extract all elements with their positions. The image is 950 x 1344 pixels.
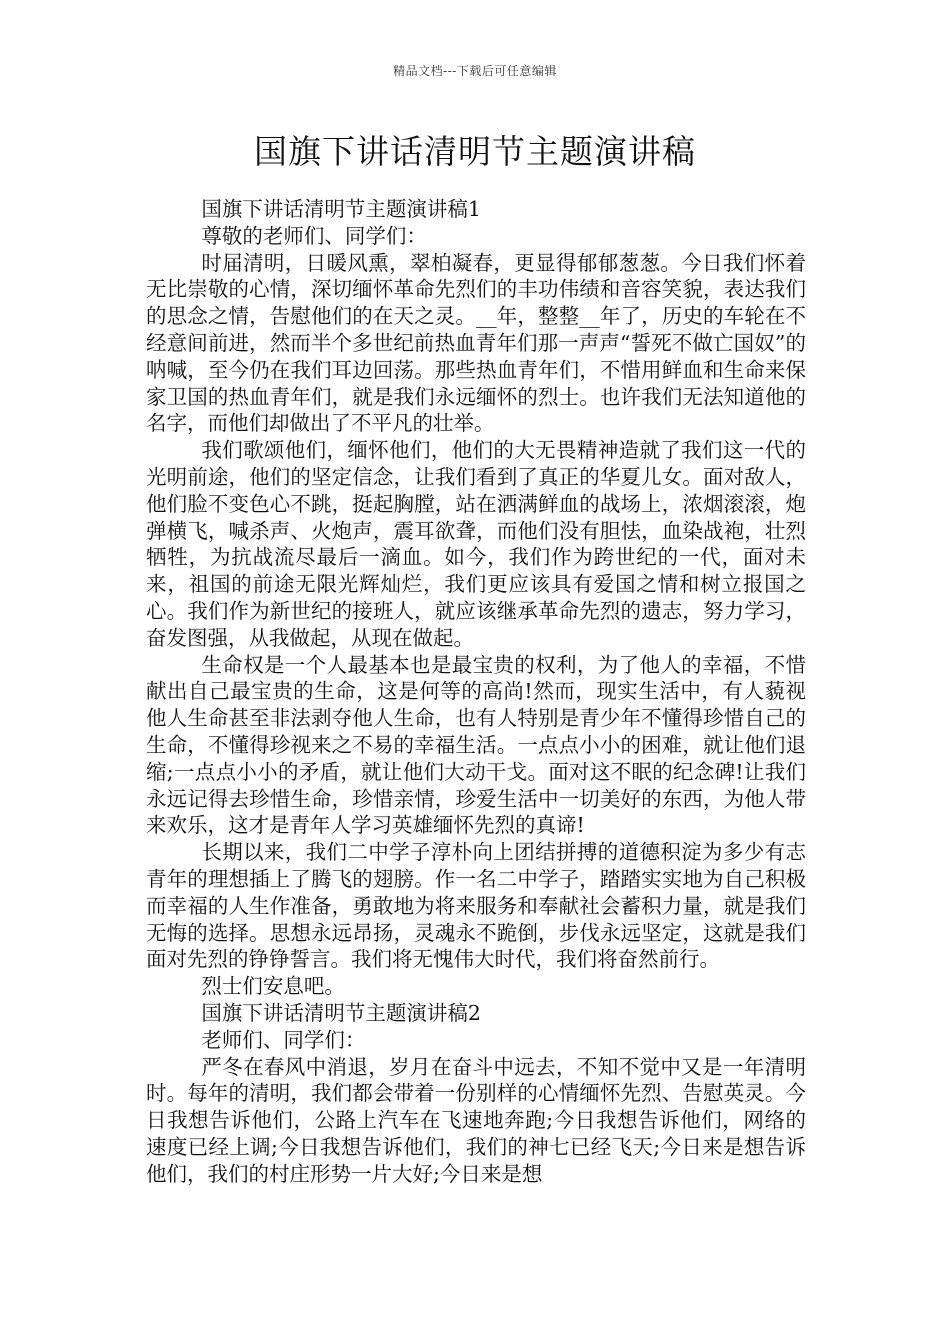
- section-heading-1: 国旗下讲话清明节主题演讲稿1: [201, 197, 481, 221]
- closing-line: 烈士们安息吧。: [201, 974, 345, 999]
- salutation-2: 老师们、同学们：: [201, 1027, 366, 1052]
- header-note: 精品文档---下载后可任意编辑: [393, 64, 557, 78]
- body-paragraph: 严冬在春风中消退，岁月在奋斗中远去，不知不觉中又是一年清明时。每年的清明，我们都会带着一份别样的心情缅怀先烈、告慰英灵。今日我想告诉他们，公路上汽车在飞速地奔跑;今日我想告诉他们，网络的速度已经上调;今日我想告诉他们，我们的神七已经飞天;今日来是想告诉他们，我们的村庄形势一片大好;今日来是想: [146, 1054, 806, 1186]
- salutation-1: 尊敬的老师们、同学们：: [201, 223, 427, 248]
- section-heading-2: 国旗下讲话清明节主题演讲稿2: [201, 1000, 481, 1025]
- body-paragraph: 我们歌颂他们，缅怀他们，他们的大无畏精神造就了我们这一代的光明前途，他们的坚定信念，让我们看到了真正的华夏儿女。面对敌人，他们脸不变色心不跳，挺起胸膛，站在洒满鲜血的战场上，浓烟滚滚，炮弹横飞，喊杀声、火炮声，震耳欲聋，而他们没有胆怯，血染战袍，壮烈牺牲，为抗战流尽最后一滴血。如今，我们作为跨世纪的一代，面对未来，祖国的前途无限光辉灿烂，我们更应该具有爱国之情和树立报国之心。我们作为新世纪的接班人，就应该继承革命先烈的遗志，努力学习，奋发图强，从我做起，从现在做起。: [146, 438, 806, 650]
- body-paragraph: 生命权是一个人最基本也是最宝贵的权利，为了他人的幸福，不惜献出自己最宝贵的生命，这是何等的高尚!然而，现实生活中，有人藐视他人生命甚至非法剥夺他人生命，也有人特别是青少年不懂得珍惜自己的生命，不懂得珍视来之不易的幸福生活。一点点小小的困难，就让他们退缩;一点点小小的矛盾，就让他们大动干戈。面对这不眠的纪念碑!让我们永远记得去珍惜生命，珍惜亲情，珍爱生活中一切美好的东西，为他人带来欢乐，这才是青年人学习英雄缅怀先烈的真谛!: [146, 652, 806, 838]
- body-paragraph: 时届清明，日暖风熏，翠柏凝春，更显得郁郁葱葱。今日我们怀着无比崇敬的心情，深切缅怀革命先烈们的丰功伟绩和音容笑貌，表达我们的思念之情，告慰他们的在天之灵。__年，整整__年了，历史的车轮在不经意间前进，然而半个多世纪前热血青年们那一声声“誓死不做亡国奴”的呐喊，至今仍在我们耳边回荡。那些热血青年们，不惜用鲜血和生命来保家卫国的热血青年们，就是我们永远缅怀的烈士。也许我们无法知道他的名字，而他们却做出了不平凡的壮举。: [146, 250, 806, 436]
- document-title: 国旗下讲话清明节主题演讲稿: [254, 132, 696, 171]
- body-paragraph: 长期以来，我们二中学子淳朴向上团结拼搏的道德积淀为多少有志青年的理想插上了腾飞的翅膀。作一名二中学子，踏踏实实地为自己积极而幸福的人生作准备，勇敢地为将来服务和奉献社会蓄积力量，就是我们无悔的选择。思想永远昂扬，灵魂永不跪倒，步伐永远坚定，这就是我们面对先烈的铮铮誓言。我们将无愧伟大时代，我们将奋然前行。: [146, 840, 806, 972]
- document-body: [146, 196, 806, 1187]
